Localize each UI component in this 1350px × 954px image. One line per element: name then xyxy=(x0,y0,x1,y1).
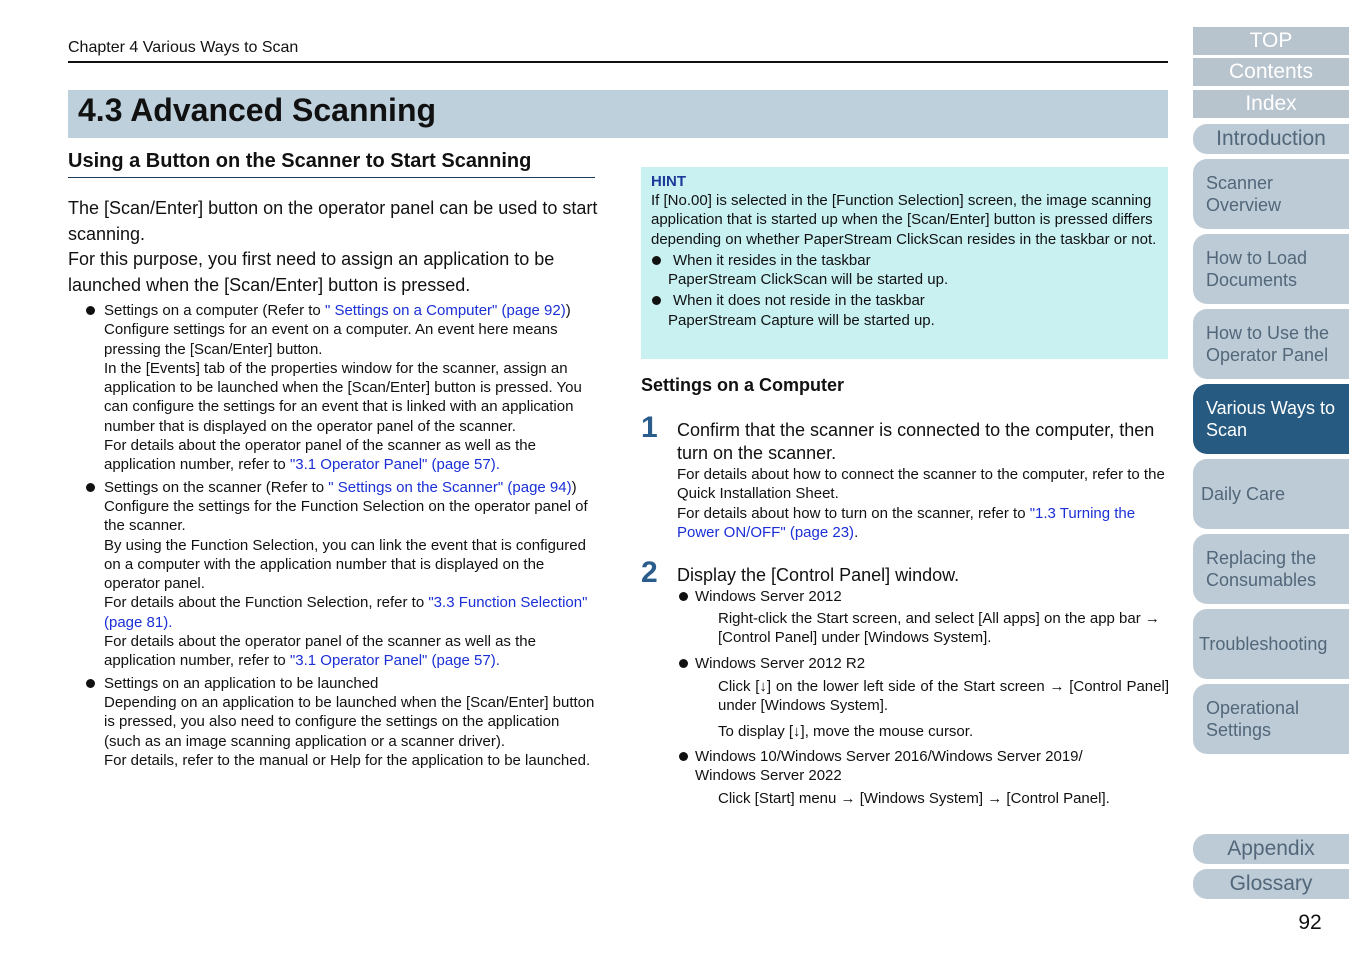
nav-tab-label: Replacing the Consumables xyxy=(1206,548,1317,590)
os-item xyxy=(679,654,1169,673)
bullet-icon xyxy=(679,659,688,668)
bullet-paragraph: Depending on an application to be launched when the [Scan/Enter] button is pressed, you also need to configure the settings on the application (such as an image scanning application or a scanner driver). xyxy=(104,693,595,750)
nav-tab-load-documents[interactable] xyxy=(1193,234,1349,304)
link-function-selection[interactable]: "3.3 Function Selection" (page 81). xyxy=(104,594,588,631)
settings-bullet-list xyxy=(86,301,598,773)
bullet-paragraph: For details, refer to the manual or Help for the application to be launched. xyxy=(104,751,591,769)
bullet-lead: Settings on a computer (Refer to xyxy=(104,302,325,319)
nav-tab-operational-settings[interactable] xyxy=(1193,684,1349,754)
nav-tab-scanner-overview[interactable] xyxy=(1193,159,1349,229)
nav-top-button[interactable]: TOP xyxy=(1193,27,1349,55)
chapter-label: Chapter 4 Various Ways to Scan xyxy=(68,39,299,56)
page-number: 92 xyxy=(1298,911,1322,934)
nav-tab-operator-panel[interactable] xyxy=(1193,309,1349,379)
nav-tab-label: Introduction xyxy=(1216,127,1326,150)
link-turning-power[interactable]: "1.3 Turning the Power ON/OFF" (page 23) xyxy=(677,504,1136,541)
bullet-icon xyxy=(86,306,95,315)
nav-tab-glossary[interactable] xyxy=(1193,869,1349,899)
nav-index-button[interactable]: Index xyxy=(1193,90,1349,118)
hint-item-title: When it does not reside in the taskbar xyxy=(673,292,925,310)
bullet-tail: ) xyxy=(571,478,577,496)
list-item xyxy=(86,674,598,770)
step-description xyxy=(677,465,1169,542)
nav-tab-label: How to Use the Operator Panel xyxy=(1206,323,1330,365)
nav-tab-replacing-consumables[interactable] xyxy=(1193,534,1349,604)
link-settings-on-scanner[interactable]: " Settings on the Scanner" (page 94) xyxy=(328,478,572,496)
bullet-paragraph: By using the Function Selection, you can link the event that is configured on a computer with the application number that is displayed on the operator panel. xyxy=(104,536,586,593)
os-name: Windows 10/Windows Server 2016/Windows Server 2019/ Windows Server 2022 xyxy=(695,748,1083,785)
link-operator-panel[interactable]: "3.1 Operator Panel" (page 57). xyxy=(289,652,500,670)
nav-tab-label: Various Ways to Scan xyxy=(1206,398,1336,440)
hint-text: If [No.00] is selected in the [Function Selection] screen, the image scanning application that is started up when the [Scan/Enter] button is pressed differs depending on whether PaperStream ClickScan resides in the taskbar or not. xyxy=(651,192,1157,248)
bullet-paragraph: Configure settings for an event on a computer. An event here means pressing the [Scan/Enter] button. xyxy=(104,321,558,358)
subsection-heading: Settings on a Computer xyxy=(641,375,845,395)
bullet-icon xyxy=(679,592,688,601)
bullet-icon xyxy=(652,256,661,265)
hint-item-desc: PaperStream Capture will be started up. xyxy=(668,311,935,329)
link-operator-panel[interactable]: "3.1 Operator Panel" (page 57). xyxy=(289,456,500,474)
os-instruction-note: To display [↓], move the mouse cursor. xyxy=(718,723,974,740)
bullet-icon xyxy=(652,296,661,305)
bullet-paragraph: Configure the settings for the Function Selection on the operator panel of the scanner. xyxy=(104,497,588,535)
step-title-1: Confirm that the scanner is connected to the computer, then turn on the scanner. xyxy=(677,420,1155,463)
hint-item xyxy=(651,251,1158,270)
os-instruction: Click [↓] on the lower left side of the Start screen → [Control Panel] under [Windows System]. xyxy=(718,678,1169,715)
bullet-icon xyxy=(679,752,688,761)
nav-tab-label: Daily Care xyxy=(1201,484,1286,504)
os-name: Windows Server 2012 xyxy=(695,588,842,605)
step-number-2: 2 xyxy=(641,556,658,589)
page-title: 4.3 Advanced Scanning xyxy=(78,92,437,128)
hint-box xyxy=(641,167,1168,359)
step-number-1: 1 xyxy=(641,411,658,444)
bullet-lead: Settings on the scanner (Refer to xyxy=(104,478,329,496)
hint-item-desc: PaperStream ClickScan will be started up. xyxy=(668,271,949,289)
os-name: Windows Server 2012 R2 xyxy=(695,655,866,672)
bullet-paragraph: In the [Events] tab of the properties window for the scanner, assign an application to be launched when the [Scan/Enter] button is pressed. You can configure the settings for an event that is linked with an application number that is displayed on the operator panel of the scanner. xyxy=(104,359,582,435)
os-instruction: Right-click the Start screen, and select [All apps] on the app bar → [Control Panel] under [Windows System]. xyxy=(718,610,1160,647)
section-heading: Using a Button on the Scanner to Start Scanning xyxy=(68,150,595,178)
intro-text xyxy=(68,196,598,298)
bullet-paragraph: For details about the Function Selection, refer to xyxy=(104,594,429,612)
hint-item xyxy=(651,291,1158,310)
step-desc-tail: . xyxy=(854,523,859,541)
os-item xyxy=(679,587,1169,606)
os-instruction: Click [Start] menu → [Windows System] → [Control Panel]. xyxy=(718,790,1110,807)
bullet-icon xyxy=(86,483,95,492)
nav-tab-label: Operational Settings xyxy=(1206,698,1300,740)
intro-paragraph-1: The [Scan/Enter] button on the operator panel can be used to start scanning. xyxy=(68,198,598,244)
list-item xyxy=(86,301,598,475)
nav-tab-troubleshooting[interactable] xyxy=(1193,609,1349,679)
nav-tab-daily-care[interactable] xyxy=(1193,459,1349,529)
link-settings-on-computer[interactable]: " Settings on a Computer" (page 92) xyxy=(324,302,566,319)
step-desc-paragraph: For details about how to connect the scanner to the computer, refer to the Quick Installation Sheet. xyxy=(677,466,1165,503)
nav-tab-label: How to Load Documents xyxy=(1206,248,1308,290)
step-desc-paragraph: For details about how to turn on the scanner, refer to xyxy=(677,504,1030,522)
nav-contents-button[interactable]: Contents xyxy=(1193,58,1349,86)
nav-tab-label: Glossary xyxy=(1229,872,1313,895)
nav-tab-introduction[interactable] xyxy=(1193,124,1349,154)
step-title-2: Display the [Control Panel] window. xyxy=(677,565,960,585)
hint-label: HINT xyxy=(651,173,686,190)
intro-paragraph-2: For this purpose, you first need to assign an application to be launched when the [Scan/Enter] button is pressed. xyxy=(68,249,555,295)
hint-item-title: When it resides in the taskbar xyxy=(673,251,871,269)
nav-tab-appendix[interactable] xyxy=(1193,834,1349,864)
nav-tab-label: Appendix xyxy=(1227,837,1315,860)
nav-tab-label: Troubleshooting xyxy=(1199,634,1328,654)
nav-tab-various-ways-to-scan[interactable] xyxy=(1193,384,1349,454)
header-divider xyxy=(68,61,1168,63)
title-bar xyxy=(68,90,1168,138)
nav-tab-label: Scanner Overview xyxy=(1206,173,1282,215)
bullet-tail: ) xyxy=(565,302,571,319)
list-item xyxy=(86,478,598,671)
bullet-lead: Settings on an application to be launched xyxy=(104,674,379,692)
bullet-paragraph: For details about the operator panel of the scanner as well as the application number, refer to xyxy=(104,633,536,670)
os-item xyxy=(679,747,1119,786)
bullet-icon xyxy=(86,679,95,688)
bullet-paragraph: For details about the operator panel of the scanner as well as the application number, refer to xyxy=(104,437,536,474)
